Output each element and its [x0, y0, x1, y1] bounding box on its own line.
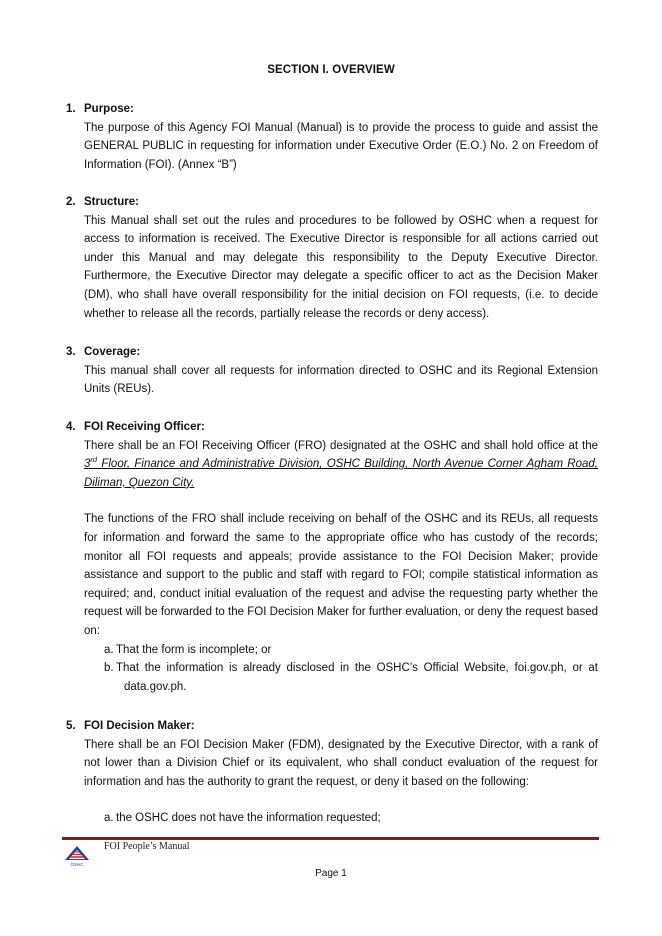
- section-body: The purpose of this Agency FOI Manual (Manual) is to provide the process to guide and assist the GENERAL PUBLIC in requesting for information under Executive Order (E.O.) No. 2 on Freedom of Information (FOI). (Annex “B”): [84, 121, 598, 171]
- section-structure: [66, 193, 598, 323]
- list-item-label: a.: [104, 812, 114, 825]
- address-text: Floor, Finance and Administrative Division, OSHC Building, North Avenue Corner Agham Road, Diliman, Quezon City.: [84, 458, 598, 489]
- office-address: [84, 455, 598, 489]
- list-item-text: the OSHC does not have the information requested;: [116, 812, 381, 825]
- section-heading: Purpose:: [84, 103, 134, 115]
- logo-text: OSHC: [70, 862, 84, 867]
- list-item-text: That the information is already disclosed in the OSHC’s Official Website, foi.gov.ph, or at data.gov.ph.: [116, 662, 598, 693]
- section-body: There shall be an FOI Decision Maker (FDM), designated by the Executive Director, with a rank of not lower than a Division Chief or its equivalent, who shall conduct evaluation of the request for information and has the authority to grant the request, or deny it based on the following:: [84, 738, 598, 788]
- section-body: This Manual shall set out the rules and procedures to be followed by OSHC when a request for access to information is received. The Executive Director is responsible for all actions carried out under this Manual and may delegate this responsibility to the Deputy Executive Director. Furthermore, the Executive Director may delegate a specific officer to act as the Decision Maker (DM), who shall have overall responsibility for the initial decision on FOI requests, (i.e. to decide whether to release all the records, partially release the records or deny access).: [84, 214, 598, 320]
- address-floor-number: 3: [84, 458, 91, 471]
- footer-rule: [62, 837, 599, 840]
- section-number: 3.: [66, 346, 76, 358]
- section-title: SECTION I. OVERVIEW: [267, 64, 395, 76]
- list-item-text: That the form is incomplete; or: [116, 643, 272, 656]
- denial-grounds-list: [104, 809, 598, 828]
- section-heading: FOI Receiving Officer:: [84, 421, 205, 433]
- criteria-list: [104, 641, 598, 697]
- section-body-text: There shall be an FOI Receiving Officer (FRO) designated at the OSHC and shall hold office at the: [84, 439, 598, 452]
- section-purpose: [66, 100, 598, 174]
- section-foi-receiving-officer: [66, 418, 598, 696]
- section-body: This manual shall cover all requests for information directed to OSHC and its Regional Extension Units (REUs).: [84, 364, 598, 396]
- oshc-logo: [64, 845, 90, 867]
- footer-document-name: FOI People’s Manual: [104, 841, 190, 852]
- section-number: 4.: [66, 421, 76, 433]
- section-number: 2.: [66, 196, 76, 208]
- page-number: Page 1: [315, 868, 347, 879]
- section-heading: Coverage:: [84, 346, 141, 358]
- section-foi-decision-maker: [66, 717, 598, 828]
- section-heading: Structure:: [84, 196, 139, 208]
- list-item-label: a.: [104, 643, 114, 656]
- section-number: 5.: [66, 720, 76, 732]
- section-number: 1.: [66, 103, 76, 115]
- section-heading: FOI Decision Maker:: [84, 720, 195, 732]
- section-coverage: [66, 343, 598, 399]
- list-item-label: b.: [104, 662, 114, 675]
- address-ordinal: rd: [90, 455, 98, 465]
- list-item: [104, 641, 598, 660]
- list-item: [104, 659, 598, 696]
- list-item: [104, 809, 598, 828]
- section-body-functions: The functions of the FRO shall include receiving on behalf of the OSHC and its REUs, all requests for information and forward the same to the appropriate office who has custody of the records; monitor all FOI requests and appeals; provide assistance to the FOI Decision Maker; provide assistance and support to the public and staff with regard to FOI; compile statistical information as required; and, conduct initial evaluation of the request and advise the requesting party whether the request will be forwarded to the FOI Decision Maker for further evaluation, or deny the request based on:: [84, 513, 598, 637]
- section-body: [84, 437, 598, 493]
